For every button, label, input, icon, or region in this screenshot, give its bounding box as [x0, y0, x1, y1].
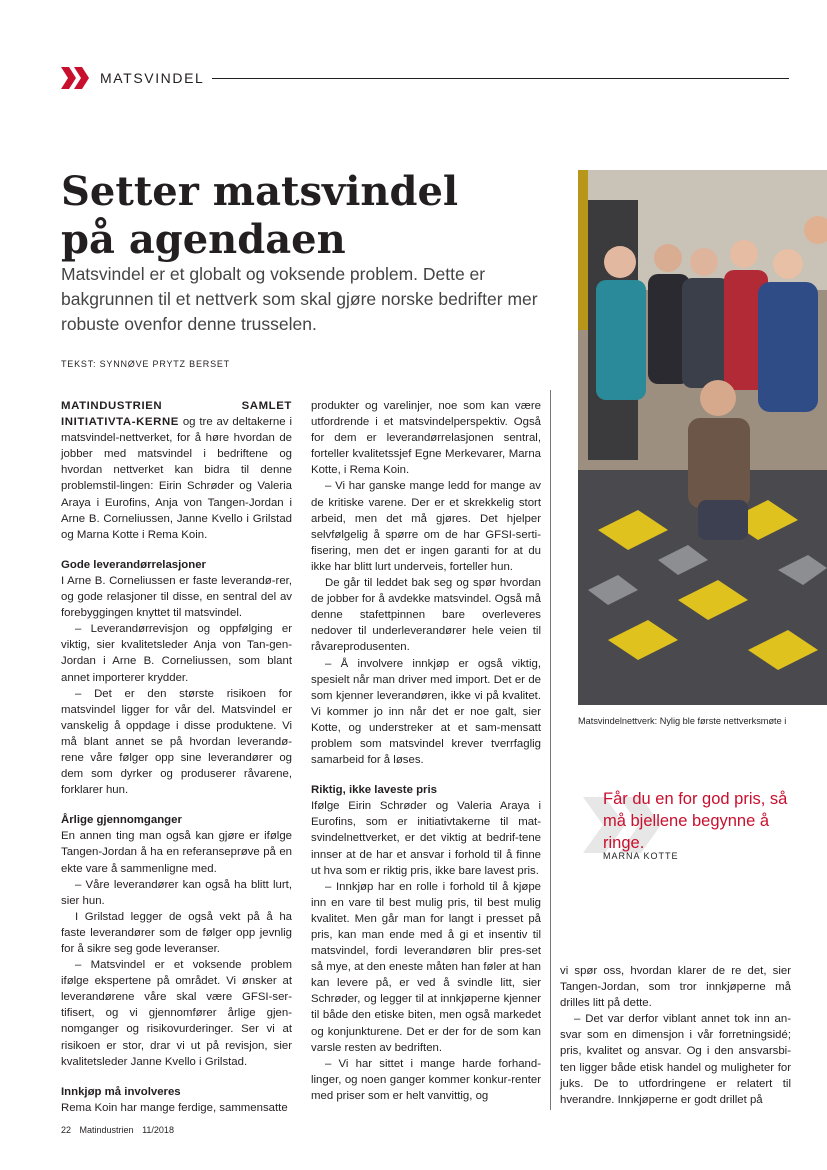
paragraph: I Grilstad legger de også vekt på å ha faste leverandører som de følger opp jevnlig for å sikre seg gode leveranser. — [61, 910, 292, 955]
body-column-1 — [61, 398, 292, 1116]
page-footer — [61, 1125, 180, 1135]
paragraph: I Arne B. Corneliussen er faste leverandø-rer, og gode relasjoner til disse, en sentral del av forebyggingen knyttet til matsvindel. — [61, 574, 292, 620]
paragraph: De går til leddet bak seg og spør hvordan de jobber for å avdekke matsvindel. Også må denne stafettpinnen bare overleveres nedover til underleverandører hele veien til råvareprodusenten. — [311, 577, 541, 654]
paragraph: – Leverandørrevisjon og oppfølging er viktig, sier kvalitetsleder Anja von Tan-gen-Jordan i Arne B. Corneliussen, som blant annet importerer krydder. — [61, 623, 292, 684]
photo-caption: Matsvindelnettverk: Nylig ble første nettverksmøte i — [578, 716, 787, 726]
body-column-3 — [560, 963, 791, 1108]
column-divider — [550, 390, 551, 1110]
section-label: MATSVINDEL — [100, 70, 205, 86]
paragraph: – Vi har sittet i mange harde forhand-linger, og noen ganger kommer konkur-renter med priser som er helt vanvittig, og — [311, 1057, 541, 1102]
intro-text: og tre av deltakerne i matsvindel-nettverket, for å høre hvordan de jobber med matsvindel i bedriftene og hvordan nettverket kan bidra til denne problemstil-lingen: Eirin Schrøder og Valeria Araya i Eurofins, Anja von Tangen-Jordan i Arne B. Corneliussen, Janne Kvello i Grilstad og Marna Kotte i Rema Koin. — [61, 416, 292, 541]
pull-quote-attribution: MARNA KOTTE — [603, 851, 679, 861]
pull-quote: Får du en for god pris, så må bjellene begynne å ringe. — [603, 790, 788, 852]
magazine-name: Matindustrien — [79, 1125, 134, 1135]
paragraph: – Våre leverandører kan også ha blitt lurt, sier hun. — [61, 878, 292, 907]
paragraph: Rema Koin har mange ferdige, sammensatte — [61, 1101, 288, 1114]
subheading: Gode leverandørrelasjoner — [61, 558, 206, 571]
title-line-1: Setter matsvindel — [61, 168, 459, 215]
subheading: Riktig, ikke laveste pris — [311, 784, 437, 797]
article-title — [61, 168, 531, 264]
page-number: 22 — [61, 1125, 72, 1135]
article-lead: Matsvindel er et globalt og voksende problem. Dette er bakgrunnen til et nettverk som skal gjøre norske bedrifter mer robuste ovenfor denne trusselen. — [61, 264, 538, 334]
chevron-right-icon — [61, 67, 91, 89]
paragraph: – Innkjøp har en rolle i forhold til å kjøpe inn en vare til best mulig pris, til best mulig kvalitet. Men går man for langt i presset på pris, kan man ende med å gi et insentiv til matsvindel, fordi leverandøren blir pres-set så mye, at den eneste måten han føler at han kan levere på, er ved å svindle litt, sier Schrøder, og legger til at innkjøperne kjenner til både den etiske biten, men også markedet og konjunkturene. Det er der for de som kan varsle resten av bedriften. — [311, 880, 541, 1054]
subheading: Årlige gjennomganger — [61, 814, 182, 827]
intro-caps: MATINDUSTRIEN SAMLET INITIATIVTA-KERNE — [61, 400, 292, 429]
intro-paragraph — [61, 398, 292, 543]
paragraph: vi spør oss, hvordan klarer de re det, sier Tangen-Jordan, som tror innkjøperne må drilles litt på dette. — [560, 965, 791, 1010]
byline: TEKST: SYNNØVE PRYTZ BERSET — [61, 359, 230, 369]
body-column-2 — [311, 398, 541, 1104]
header-rule — [212, 78, 789, 79]
title-line-2: på agendaen — [61, 216, 346, 263]
paragraph: Ifølge Eirin Schrøder og Valeria Araya i Eurofins, som er initiativtakerne til mat-svindelnettverket, er det viktig at bedrif-tene innser at de har et ansvar i forhold til å finne ut hva som er riktig pris, ikke bare lavest pris. — [311, 800, 541, 877]
paragraph: – Å involvere innkjøp er også viktig, spesielt når man driver med import. Det er de som kjenner leverandøren, ikke vi på kvalitet. Vi kommer jo inn når det er noe galt, sier Kotte, og understreker at et sam-mensatt problem som matsvindel krever tverrfaglig samarbeid for å løses. — [311, 657, 541, 767]
issue-number: 11/2018 — [142, 1125, 174, 1135]
subheading: Innkjøp må involveres — [61, 1085, 181, 1098]
paragraph: – Vi har ganske mange ledd for mange av de kritiske varene. Der er et skrekkelig stort arbeid, men det må gjøres. Det hjelper selvfølgelig å spørre om de har GFSI-serti-fisering, men det er ingen garanti for at du ikke har blitt lurt underveis, forteller hun. — [311, 480, 541, 573]
paragraph: – Det var derfor viblant annet tok inn an-svar som en dimensjon i vår forretningsidé; pris, kvalitet og ansvar. Og i den ansvarsbi-ten ligger både etisk handel og muligheter for juks. De to utfordringene er relatert til hverandre. Innkjøperne er godt drillet på — [560, 1013, 791, 1106]
paragraph: – Matsvindel er et voksende problem ifølge ekspertene på området. Vi ønsker at leverandørene våre skal være GFSI-ser-tifisert, og vi gjennomfører årlige gjen-nomganger og risikovurderinger. Ser vi at risikoen er stor, drar vi ut på revisjon, sier kvalitetsleder Janne Kvello i Grilstad. — [61, 959, 292, 1068]
group-photo — [578, 170, 827, 705]
paragraph: – Det er den største risikoen for matsvindel ligger for vår del. Matsvindel er vanskelig å oppdage i disse produktene. Vi må blant annet se på hvordan leverandø-rene våre følger opp sine leverandører og dem som dyrker og produserer råvarene, forklarer hun. — [61, 687, 292, 797]
paragraph: En annen ting man også kan gjøre er ifølge Tangen-Jordan å ha en referanseprøve på en ekte vare å sammenligne med. — [61, 830, 292, 875]
paragraph: produkter og varelinjer, noe som kan være utfordrende i et matsvindelperspektiv. Også for dem er leverandørrelasjonen sentral, forteller kvalitetssjef Egne Merkevarer, Marna Kotte, i Rema Koin. — [311, 400, 541, 477]
